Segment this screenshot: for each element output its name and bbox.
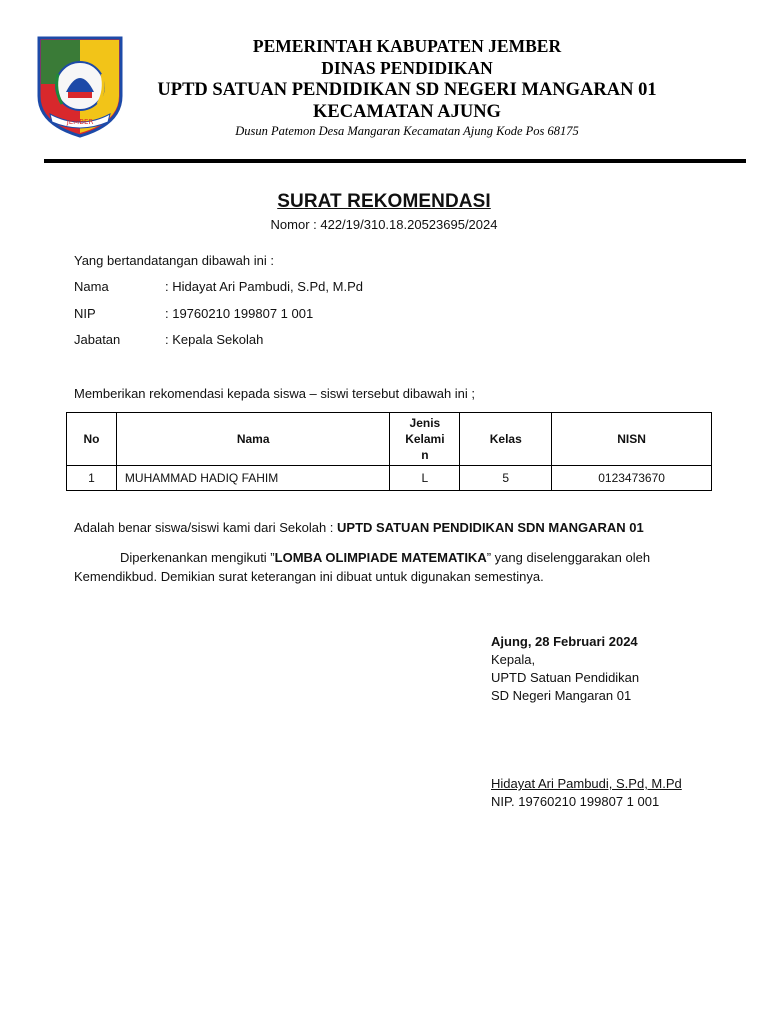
- statement-school: UPTD SATUAN PENDIDIKAN SDN MANGARAN 01: [337, 520, 644, 535]
- cell-nama: MUHAMMAD HADIQ FAHIM: [116, 466, 390, 491]
- header-address: Dusun Patemon Desa Mangaran Kecamatan Ajung Kode Pos 68175: [235, 124, 579, 138]
- header-school: UPTD SATUAN PENDIDIKAN SD NEGERI MANGARAN 01: [157, 80, 657, 100]
- logo-text: JEMBER: [66, 118, 94, 126]
- header-nama: Nama: [116, 413, 390, 466]
- signature-role-1: Kepala,: [491, 652, 536, 667]
- table-header-row: [67, 413, 712, 466]
- header-divider: [44, 159, 746, 163]
- header-jenis-kelamin: [390, 413, 460, 466]
- signature-nip: NIP. 19760210 199807 1 001: [491, 794, 660, 809]
- paragraph-line2: Kemendikbud. Demikian surat keterangan ini dibuat untuk digunakan semestinya.: [74, 569, 544, 584]
- cell-nisn: 0123473670: [552, 466, 712, 491]
- signature-role-2: UPTD Satuan Pendidikan: [491, 670, 640, 685]
- paragraph-event: LOMBA OLIMPIADE MATEMATIKA: [274, 550, 487, 565]
- paragraph-suffix: ” yang diselenggarakan oleh: [486, 550, 651, 565]
- header-no: No: [67, 413, 117, 466]
- signature-role-3: SD Negeri Mangaran 01: [491, 688, 632, 703]
- header-jk-line2: Kelami: [405, 432, 445, 446]
- signature-place-date: Ajung, 28 Februari 2024: [491, 634, 638, 649]
- field-label-nip: NIP: [74, 306, 96, 321]
- header-nisn: NISN: [552, 413, 712, 466]
- header-jk-line3: n: [421, 448, 429, 462]
- field-label-jabatan: Jabatan: [74, 332, 121, 347]
- letter-number: Nomor : 422/19/310.18.20523695/2024: [270, 217, 498, 232]
- field-value-nama: : Hidayat Ari Pambudi, S.Pd, M.Pd: [165, 279, 363, 294]
- cell-kelas: 5: [460, 466, 552, 491]
- header-kelas: Kelas: [460, 413, 552, 466]
- field-value-nip: : 19760210 199807 1 001: [165, 306, 314, 321]
- signature-name: Hidayat Ari Pambudi, S.Pd, M.Pd: [491, 776, 682, 791]
- header-jk-line1: Jenis: [409, 416, 441, 430]
- kabupaten-jember-logo: [36, 34, 124, 138]
- header-district: KECAMATAN AJUNG: [313, 102, 501, 122]
- cell-no: 1: [67, 466, 117, 491]
- table-row: [67, 466, 712, 491]
- header-department: DINAS PENDIDIKAN: [321, 58, 493, 78]
- statement: [74, 520, 644, 535]
- cell-jenis-kelamin: L: [390, 466, 460, 491]
- field-value-jabatan: : Kepala Sekolah: [165, 332, 264, 347]
- field-label-nama: Nama: [74, 279, 109, 294]
- intro-text: Yang bertandatangan dibawah ini :: [74, 253, 274, 268]
- student-table: [66, 412, 712, 491]
- paragraph-line1: [120, 550, 650, 565]
- recommendation-intro: Memberikan rekomendasi kepada siswa – siswi tersebut dibawah ini ;: [74, 386, 476, 401]
- paragraph-prefix: Diperkenankan mengikuti ”: [120, 550, 275, 565]
- letter-title: SURAT REKOMENDASI: [277, 191, 491, 212]
- statement-prefix: Adalah benar siswa/siswi kami dari Sekolah :: [74, 520, 338, 535]
- header-government: PEMERINTAH KABUPATEN JEMBER: [252, 36, 562, 56]
